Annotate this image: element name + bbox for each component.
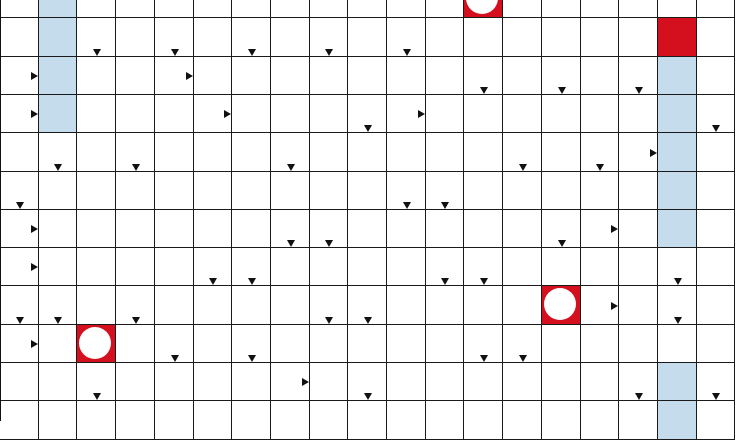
answer-cell[interactable] — [619, 0, 658, 18]
answer-cell[interactable] — [503, 363, 542, 401]
answer-cell[interactable] — [387, 210, 426, 248]
answer-cell[interactable] — [658, 325, 697, 363]
answer-cell[interactable] — [581, 172, 619, 210]
answer-cell[interactable] — [194, 18, 232, 57]
arrow-down-icon — [171, 49, 179, 56]
answer-cell[interactable] — [387, 57, 426, 95]
circle-icon — [544, 288, 576, 320]
answer-cell[interactable] — [155, 172, 194, 210]
arrow-down-icon — [596, 164, 604, 171]
arrow-right-icon — [302, 378, 309, 386]
answer-cell[interactable] — [542, 172, 581, 210]
clue-cell-r5c5[interactable] — [194, 172, 232, 210]
answer-cell[interactable] — [39, 0, 77, 18]
answer-cell[interactable] — [426, 286, 464, 325]
answer-cell[interactable] — [271, 57, 310, 95]
answer-cell[interactable] — [658, 210, 697, 248]
answer-cell[interactable] — [39, 172, 77, 210]
answer-cell[interactable] — [194, 0, 232, 18]
answer-cell[interactable] — [503, 248, 542, 286]
answer-cell[interactable] — [271, 0, 310, 18]
answer-cell[interactable] — [619, 248, 658, 286]
answer-cell[interactable] — [658, 172, 697, 210]
answer-cell[interactable] — [697, 18, 735, 57]
answer-cell[interactable] — [581, 363, 619, 401]
answer-cell[interactable] — [426, 95, 464, 133]
answer-cell[interactable] — [348, 325, 387, 363]
arrow-right-icon — [224, 110, 231, 118]
answer-cell[interactable] — [155, 363, 194, 401]
arrow-down-icon — [287, 164, 295, 171]
answer-cell[interactable] — [194, 325, 232, 363]
answer-cell[interactable] — [194, 210, 232, 248]
answer-cell[interactable] — [155, 133, 194, 172]
clue-cell-r0c0[interactable] — [0, 0, 39, 18]
answer-cell[interactable] — [310, 0, 348, 18]
arrow-down-icon — [364, 317, 372, 324]
arrow-down-icon — [248, 355, 256, 362]
answer-cell[interactable] — [697, 325, 735, 363]
arrow-down-icon — [16, 317, 24, 324]
answer-cell[interactable] — [387, 325, 426, 363]
answer-cell[interactable] — [503, 18, 542, 57]
arrow-down-icon — [16, 202, 24, 209]
arrow-down-icon — [93, 393, 101, 400]
answer-cell[interactable] — [619, 210, 658, 248]
answer-cell[interactable] — [619, 172, 658, 210]
answer-cell[interactable] — [542, 95, 581, 133]
answer-cell[interactable] — [271, 248, 310, 286]
answer-cell[interactable] — [155, 210, 194, 248]
answer-cell[interactable] — [348, 57, 387, 95]
arrow-down-icon — [132, 164, 140, 171]
arrow-right-icon — [186, 72, 193, 80]
answer-cell[interactable] — [426, 325, 464, 363]
circle-icon — [79, 327, 111, 359]
answer-cell[interactable] — [542, 18, 581, 57]
answer-cell[interactable] — [310, 363, 348, 401]
answer-cell[interactable] — [155, 286, 194, 325]
arrow-down-icon — [325, 240, 333, 247]
answer-cell[interactable] — [194, 363, 232, 401]
answer-cell[interactable] — [348, 133, 387, 172]
arrow-down-icon — [54, 164, 62, 171]
arrow-right-icon — [31, 110, 38, 118]
answer-cell[interactable] — [271, 286, 310, 325]
solution-number-marker — [77, 325, 115, 363]
arrow-down-icon — [364, 393, 372, 400]
answer-cell[interactable] — [464, 210, 503, 248]
answer-cell[interactable] — [426, 18, 464, 57]
answer-cell[interactable] — [77, 210, 116, 248]
clue-cell-r1c0[interactable] — [0, 18, 39, 57]
arrow-down-icon — [480, 355, 488, 362]
solution-number-marker — [464, 0, 502, 18]
answer-cell[interactable] — [39, 325, 77, 363]
circle-icon — [466, 0, 498, 14]
arrow-right-icon — [31, 72, 38, 80]
arrow-right-icon — [650, 149, 657, 157]
answer-cell[interactable] — [697, 210, 735, 248]
answer-cell[interactable] — [619, 325, 658, 363]
arrow-down-icon — [287, 240, 295, 247]
arrow-down-icon — [480, 278, 488, 285]
arrow-down-icon — [54, 317, 62, 324]
arrow-down-icon — [441, 202, 449, 209]
answer-cell[interactable] — [232, 133, 271, 172]
arrow-right-icon — [611, 225, 618, 233]
clue-cell-r0c6[interactable] — [232, 0, 271, 18]
answer-cell[interactable] — [194, 57, 232, 95]
answer-cell[interactable] — [697, 133, 735, 172]
arrow-down-icon — [519, 164, 527, 171]
answer-cell[interactable] — [697, 286, 735, 325]
answer-cell[interactable] — [271, 95, 310, 133]
arrow-down-icon — [519, 355, 527, 362]
answer-cell[interactable] — [658, 57, 697, 95]
answer-cell[interactable] — [39, 363, 77, 401]
answer-cell[interactable] — [39, 210, 77, 248]
answer-cell[interactable] — [542, 248, 581, 286]
answer-cell[interactable] — [310, 57, 348, 95]
arrow-down-icon — [712, 393, 720, 400]
answer-cell[interactable] — [232, 172, 271, 210]
answer-cell[interactable] — [348, 172, 387, 210]
solution-cell-sol1[interactable] — [542, 286, 581, 325]
answer-cell[interactable] — [348, 210, 387, 248]
answer-cell[interactable] — [348, 0, 387, 18]
answer-cell[interactable] — [232, 286, 271, 325]
answer-cell[interactable] — [77, 172, 116, 210]
clue-cell-r4c0[interactable] — [0, 133, 39, 172]
answer-cell[interactable] — [77, 248, 116, 286]
answer-cell[interactable] — [39, 95, 77, 133]
answer-cell[interactable] — [464, 363, 503, 401]
answer-cell[interactable] — [387, 363, 426, 401]
answer-cell[interactable] — [581, 248, 619, 286]
answer-cell[interactable] — [116, 57, 155, 95]
answer-cell[interactable] — [39, 18, 77, 57]
arrow-right-icon — [31, 340, 38, 348]
answer-cell[interactable] — [232, 210, 271, 248]
arrow-down-icon — [635, 87, 643, 94]
answer-cell[interactable] — [39, 248, 77, 286]
answer-cell[interactable] — [581, 57, 619, 95]
answer-cell[interactable] — [658, 133, 697, 172]
answer-cell[interactable] — [39, 57, 77, 95]
answer-cell[interactable] — [271, 325, 310, 363]
arrow-down-icon — [558, 240, 566, 247]
arrow-down-icon — [674, 278, 682, 285]
arrow-down-icon — [558, 87, 566, 94]
solution-cell-sol4[interactable] — [77, 325, 116, 363]
answer-cell[interactable] — [658, 95, 697, 133]
answer-cell[interactable] — [697, 0, 735, 18]
answer-cell[interactable] — [426, 57, 464, 95]
answer-cell[interactable] — [503, 95, 542, 133]
answer-cell[interactable] — [464, 133, 503, 172]
answer-cell[interactable] — [77, 95, 116, 133]
answer-cell[interactable] — [116, 0, 155, 18]
answer-cell[interactable] — [619, 95, 658, 133]
answer-cell[interactable] — [77, 286, 116, 325]
answer-cell[interactable] — [116, 172, 155, 210]
answer-cell[interactable] — [116, 95, 155, 133]
answer-cell[interactable] — [310, 133, 348, 172]
answer-cell[interactable] — [464, 286, 503, 325]
answer-cell[interactable] — [581, 18, 619, 57]
answer-cell[interactable] — [194, 286, 232, 325]
arrow-right-icon — [31, 263, 38, 271]
answer-cell[interactable] — [464, 18, 503, 57]
arrow-right-icon — [611, 302, 618, 310]
solution-number-marker — [542, 286, 580, 324]
answer-cell[interactable] — [581, 95, 619, 133]
arrow-down-icon — [248, 49, 256, 56]
answer-cell[interactable] — [116, 325, 155, 363]
answer-cell[interactable] — [116, 363, 155, 401]
answer-cell[interactable] — [464, 172, 503, 210]
answer-cell[interactable] — [581, 0, 619, 18]
arrow-down-icon — [132, 317, 140, 324]
arrow-right-icon — [418, 110, 425, 118]
answer-cell[interactable] — [658, 0, 697, 18]
answer-cell[interactable] — [387, 133, 426, 172]
arrow-down-icon — [171, 355, 179, 362]
answer-cell[interactable] — [232, 363, 271, 401]
answer-cell[interactable] — [116, 248, 155, 286]
answer-cell[interactable] — [503, 0, 542, 18]
answer-cell[interactable] — [542, 325, 581, 363]
answer-cell[interactable] — [232, 57, 271, 95]
arrow-down-icon — [480, 87, 488, 94]
answer-cell[interactable] — [503, 172, 542, 210]
arrow-down-icon — [325, 49, 333, 56]
answer-cell[interactable] — [387, 0, 426, 18]
answer-cell[interactable] — [542, 133, 581, 172]
clue-cell-r6c3[interactable] — [116, 210, 155, 248]
answer-cell[interactable] — [155, 248, 194, 286]
arrow-down-icon — [403, 49, 411, 56]
answer-cell[interactable] — [581, 325, 619, 363]
arrow-down-icon — [248, 278, 256, 285]
clue-cell-r1c17[interactable] — [658, 18, 697, 57]
answer-cell[interactable] — [426, 210, 464, 248]
answer-cell[interactable] — [271, 18, 310, 57]
answer-cell[interactable] — [503, 286, 542, 325]
answer-cell[interactable] — [387, 248, 426, 286]
clue-cell-r0c14[interactable] — [542, 0, 581, 18]
arrow-down-icon — [325, 317, 333, 324]
answer-cell[interactable] — [697, 57, 735, 95]
answer-cell[interactable] — [310, 95, 348, 133]
answer-cell[interactable] — [310, 248, 348, 286]
answer-cell[interactable] — [619, 18, 658, 57]
answer-cell[interactable] — [271, 172, 310, 210]
arrow-down-icon — [209, 278, 217, 285]
arrow-down-icon — [441, 278, 449, 285]
arrow-down-icon — [674, 317, 682, 324]
arrow-down-icon — [403, 202, 411, 209]
answer-cell[interactable] — [426, 363, 464, 401]
answer-cell[interactable] — [542, 363, 581, 401]
answer-cell[interactable] — [77, 133, 116, 172]
answer-cell[interactable] — [348, 248, 387, 286]
answer-cell[interactable] — [155, 95, 194, 133]
arrow-right-icon — [31, 225, 38, 233]
answer-cell[interactable] — [194, 133, 232, 172]
answer-cell[interactable] — [155, 0, 194, 18]
arrow-down-icon — [364, 125, 372, 132]
answer-cell[interactable] — [503, 210, 542, 248]
arrow-down-icon — [712, 125, 720, 132]
answer-cell[interactable] — [697, 248, 735, 286]
answer-cell[interactable] — [348, 18, 387, 57]
answer-cell[interactable] — [619, 286, 658, 325]
answer-cell[interactable] — [232, 95, 271, 133]
answer-cell[interactable] — [310, 172, 348, 210]
answer-cell[interactable] — [387, 286, 426, 325]
answer-cell[interactable] — [77, 0, 116, 18]
answer-cell[interactable] — [464, 95, 503, 133]
arrow-down-icon — [93, 49, 101, 56]
answer-cell[interactable] — [426, 0, 464, 18]
answer-cell[interactable] — [77, 57, 116, 95]
answer-cell[interactable] — [0, 363, 39, 401]
answer-cell[interactable] — [310, 325, 348, 363]
answer-cell[interactable] — [503, 57, 542, 95]
arrow-down-icon — [635, 393, 643, 400]
answer-cell[interactable] — [658, 363, 697, 401]
answer-cell[interactable] — [116, 18, 155, 57]
solution-cell-sol6[interactable] — [464, 0, 503, 18]
answer-cell[interactable] — [426, 133, 464, 172]
answer-cell[interactable] — [697, 172, 735, 210]
